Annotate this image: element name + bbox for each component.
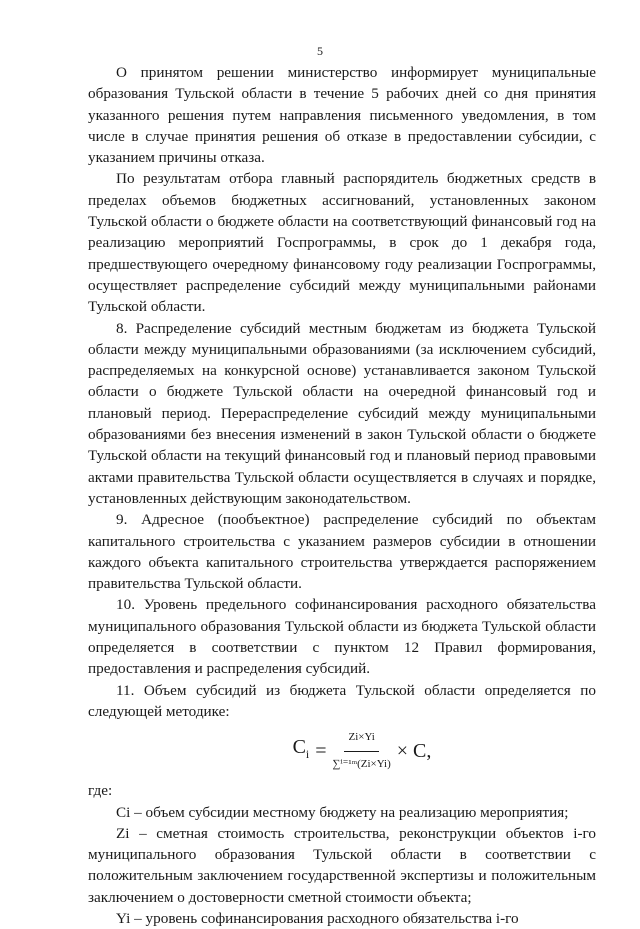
page-number: 5	[317, 44, 323, 58]
paragraph: По результатам отбора главный распорядитель бюджетных средств в пределах объемов бюджетных ассигнований, установленных законом Тульской области о бюджете области на соответствующий финансовый год на реализацию мероприятий Госпрограммы, в срок до 1 декабря года, предшествующего очередному финансовому году реализации Госпрограммы, осуществляет распределение субсидий между муниципальными районами Тульской области.	[88, 170, 596, 316]
where-label: где:	[88, 782, 113, 800]
formula-rhs: × C,	[396, 739, 432, 762]
document-body	[88, 62, 596, 929]
formula-lhs: $C_i$	[292, 736, 310, 762]
paragraph: 8. Распределение субсидий местным бюджетам из бюджета Тульской области между муниципальными образованиями (за исключением субсидий, распределяемых на конкурсной основе) устанавливается законом Тульской области о бюджете Тульской области на очередной финансовый год и плановый период. Перераспределение субсидий между муниципальными образованиями без внесения изменений в закон Тульской области о бюджете Тульской области на текущий финансовый год и плановый период правовыми актами правительства Тульской области осуществляется в случаях и порядке, установленных действующим законодательством.	[88, 319, 596, 507]
paragraph: 9. Адресное (пообъектное) распределение субсидий по объектам капитального строительства с указанием размеров субсидии в отношении каждого объекта капитального строительства утверждается распоряжением правительства Тульской области.	[88, 511, 596, 593]
paragraph: О принятом решении министерство информирует муниципальные образования Тульской области в течение 5 рабочих дней со дня принятия указанного решения путем направления письменного уведомления, в том числе в случае принятия решения об отказе в предоставлении субсидии, с указанием причины отказа.	[88, 64, 596, 167]
definition: Ci – объем субсидии местному бюджету на реализацию мероприятия;	[116, 803, 569, 821]
formula-fraction	[333, 727, 391, 775]
formula	[128, 722, 596, 780]
formula-equals: =	[315, 739, 327, 762]
paragraph: 11. Объем субсидий из бюджета Тульской области определяется по следующей методике:	[88, 681, 596, 720]
formula-denominator: ∑ⁱ⁼¹ᵐ(Zi×Yi)	[332, 757, 391, 770]
formula-numerator: Zi×Yi	[344, 727, 378, 751]
definition: Yi – уровень софинансирования расходного обязательства i-го	[116, 909, 519, 927]
definition: Zi – сметная стоимость строительства, реконструкции объектов i-го муниципального образования Тульской области в соответствии с положительным заключением государственной экспертизы и положительным заключением о достоверности сметной стоимости объекта;	[88, 824, 596, 906]
paragraph: 10. Уровень предельного софинансирования расходного обязательства муниципального образования Тульской области из бюджета Тульской области определяется в соответствии с пунктом 12 Правил формирования, предоставления и распределения субсидий.	[88, 596, 596, 678]
